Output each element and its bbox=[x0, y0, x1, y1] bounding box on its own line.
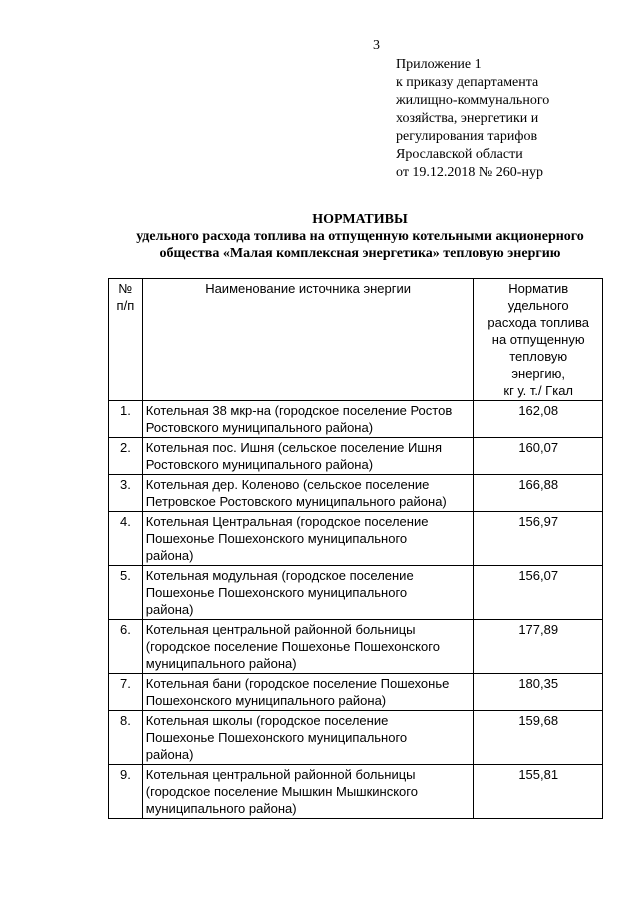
row-number: 7. bbox=[109, 674, 143, 711]
fuel-norm-value: 156,97 bbox=[474, 512, 603, 566]
appendix-block bbox=[396, 56, 626, 182]
energy-source-name bbox=[142, 438, 474, 475]
table-row bbox=[109, 620, 603, 674]
table-header-row bbox=[109, 279, 603, 401]
header-num-line: № bbox=[118, 281, 133, 296]
table-row bbox=[109, 401, 603, 438]
table-row bbox=[109, 512, 603, 566]
energy-source-name-line: Котельная центральной районной больницы bbox=[145, 622, 416, 637]
energy-source-name-line: Котельная дер. Коленово (сельское поселение bbox=[145, 477, 430, 492]
energy-source-name-line: Петровское Ростовского муниципального района) bbox=[145, 494, 447, 509]
row-number: 6. bbox=[109, 620, 143, 674]
table-row bbox=[109, 765, 603, 819]
energy-source-name-line: района) bbox=[145, 548, 194, 563]
energy-source-name-line: (городское поселение Пошехонье Пошехонского bbox=[145, 639, 440, 654]
energy-source-name bbox=[142, 674, 474, 711]
title-subtitle-line: общества «Малая комплексная энергетика» тепловую энергию bbox=[159, 246, 561, 261]
energy-source-name bbox=[142, 475, 474, 512]
energy-source-name-line: Пошехонье Пошехонского муниципального bbox=[145, 585, 408, 600]
table-row bbox=[109, 566, 603, 620]
fuel-norm-value: 162,08 bbox=[474, 401, 603, 438]
row-number: 9. bbox=[109, 765, 143, 819]
header-value-line: на отпущенную bbox=[491, 332, 585, 347]
appendix-line: регулирования тарифов bbox=[396, 129, 538, 144]
table-body bbox=[109, 401, 603, 819]
energy-source-name-line: Котельная модульная (городское поселение bbox=[145, 568, 414, 583]
energy-source-name bbox=[142, 566, 474, 620]
fuel-norm-value: 177,89 bbox=[474, 620, 603, 674]
energy-source-name bbox=[142, 401, 474, 438]
appendix-line: Приложение 1 bbox=[396, 57, 482, 72]
table-row bbox=[109, 475, 603, 512]
energy-source-name-line: Ростовского муниципального района) bbox=[145, 457, 374, 472]
header-value-line: энергию, bbox=[511, 366, 566, 381]
header-value-line: удельного bbox=[507, 298, 569, 313]
energy-source-name-line: Пошехонье Пошехонского муниципального bbox=[145, 730, 408, 745]
fuel-norm-value: 159,68 bbox=[474, 711, 603, 765]
energy-source-name bbox=[142, 620, 474, 674]
document-title bbox=[100, 211, 620, 262]
table-row bbox=[109, 711, 603, 765]
energy-source-name bbox=[142, 512, 474, 566]
norms-table bbox=[108, 278, 603, 819]
row-number: 5. bbox=[109, 566, 143, 620]
energy-source-name-line: района) bbox=[145, 747, 194, 762]
row-number: 4. bbox=[109, 512, 143, 566]
title-subtitle-line: удельного расхода топлива на отпущенную котельными акционерного bbox=[136, 229, 584, 244]
energy-source-name-line: Котельная 38 мкр-на (городское поселение Ростов bbox=[145, 403, 453, 418]
header-value bbox=[474, 279, 603, 401]
energy-source-name-line: муниципального района) bbox=[145, 656, 297, 671]
fuel-norm-value: 155,81 bbox=[474, 765, 603, 819]
energy-source-name-line: (городское поселение Мышкин Мышкинского bbox=[145, 784, 418, 799]
fuel-norm-value: 160,07 bbox=[474, 438, 603, 475]
energy-source-name-line: Котельная бани (городское поселение Пошехонье bbox=[145, 676, 450, 691]
header-value-line: Норматив bbox=[508, 281, 569, 296]
energy-source-name-line: Ростовского муниципального района) bbox=[145, 420, 374, 435]
fuel-norm-value: 166,88 bbox=[474, 475, 603, 512]
row-number: 3. bbox=[109, 475, 143, 512]
appendix-line: к приказу департамента bbox=[396, 75, 539, 90]
energy-source-name-line: муниципального района) bbox=[145, 801, 297, 816]
title-heading: НОРМАТИВЫ bbox=[312, 212, 408, 227]
energy-source-name bbox=[142, 765, 474, 819]
row-number: 8. bbox=[109, 711, 143, 765]
appendix-line: хозяйства, энергетики и bbox=[396, 111, 539, 126]
header-value-line: тепловую bbox=[509, 349, 568, 364]
appendix-line: Ярославской области bbox=[396, 147, 523, 162]
energy-source-name-line: Котельная центральной районной больницы bbox=[145, 767, 416, 782]
appendix-line: от 19.12.2018 № 260-нур bbox=[396, 165, 543, 180]
row-number: 1. bbox=[109, 401, 143, 438]
header-num bbox=[109, 279, 143, 401]
appendix-line: жилищно-коммунального bbox=[396, 93, 550, 108]
header-name: Наименование источника энергии bbox=[142, 279, 474, 401]
energy-source-name bbox=[142, 711, 474, 765]
fuel-norm-value: 180,35 bbox=[474, 674, 603, 711]
energy-source-name-line: Пошехонье Пошехонского муниципального bbox=[145, 531, 408, 546]
energy-source-name-line: Котельная Центральная (городское поселение bbox=[145, 514, 429, 529]
page-number: 3 bbox=[373, 38, 380, 53]
energy-source-name-line: Котельная пос. Ишня (сельское поселение Ишня bbox=[145, 440, 442, 455]
energy-source-name-line: Котельная школы (городское поселение bbox=[145, 713, 389, 728]
table-row bbox=[109, 674, 603, 711]
energy-source-name-line: Пошехонского муниципального района) bbox=[145, 693, 387, 708]
header-num-line: п/п bbox=[116, 298, 135, 313]
energy-source-name-line: района) bbox=[145, 602, 194, 617]
header-value-line: расхода топлива bbox=[487, 315, 589, 330]
row-number: 2. bbox=[109, 438, 143, 475]
fuel-norm-value: 156,07 bbox=[474, 566, 603, 620]
header-value-line: кг у. т./ Гкал bbox=[503, 383, 574, 398]
table-row bbox=[109, 438, 603, 475]
